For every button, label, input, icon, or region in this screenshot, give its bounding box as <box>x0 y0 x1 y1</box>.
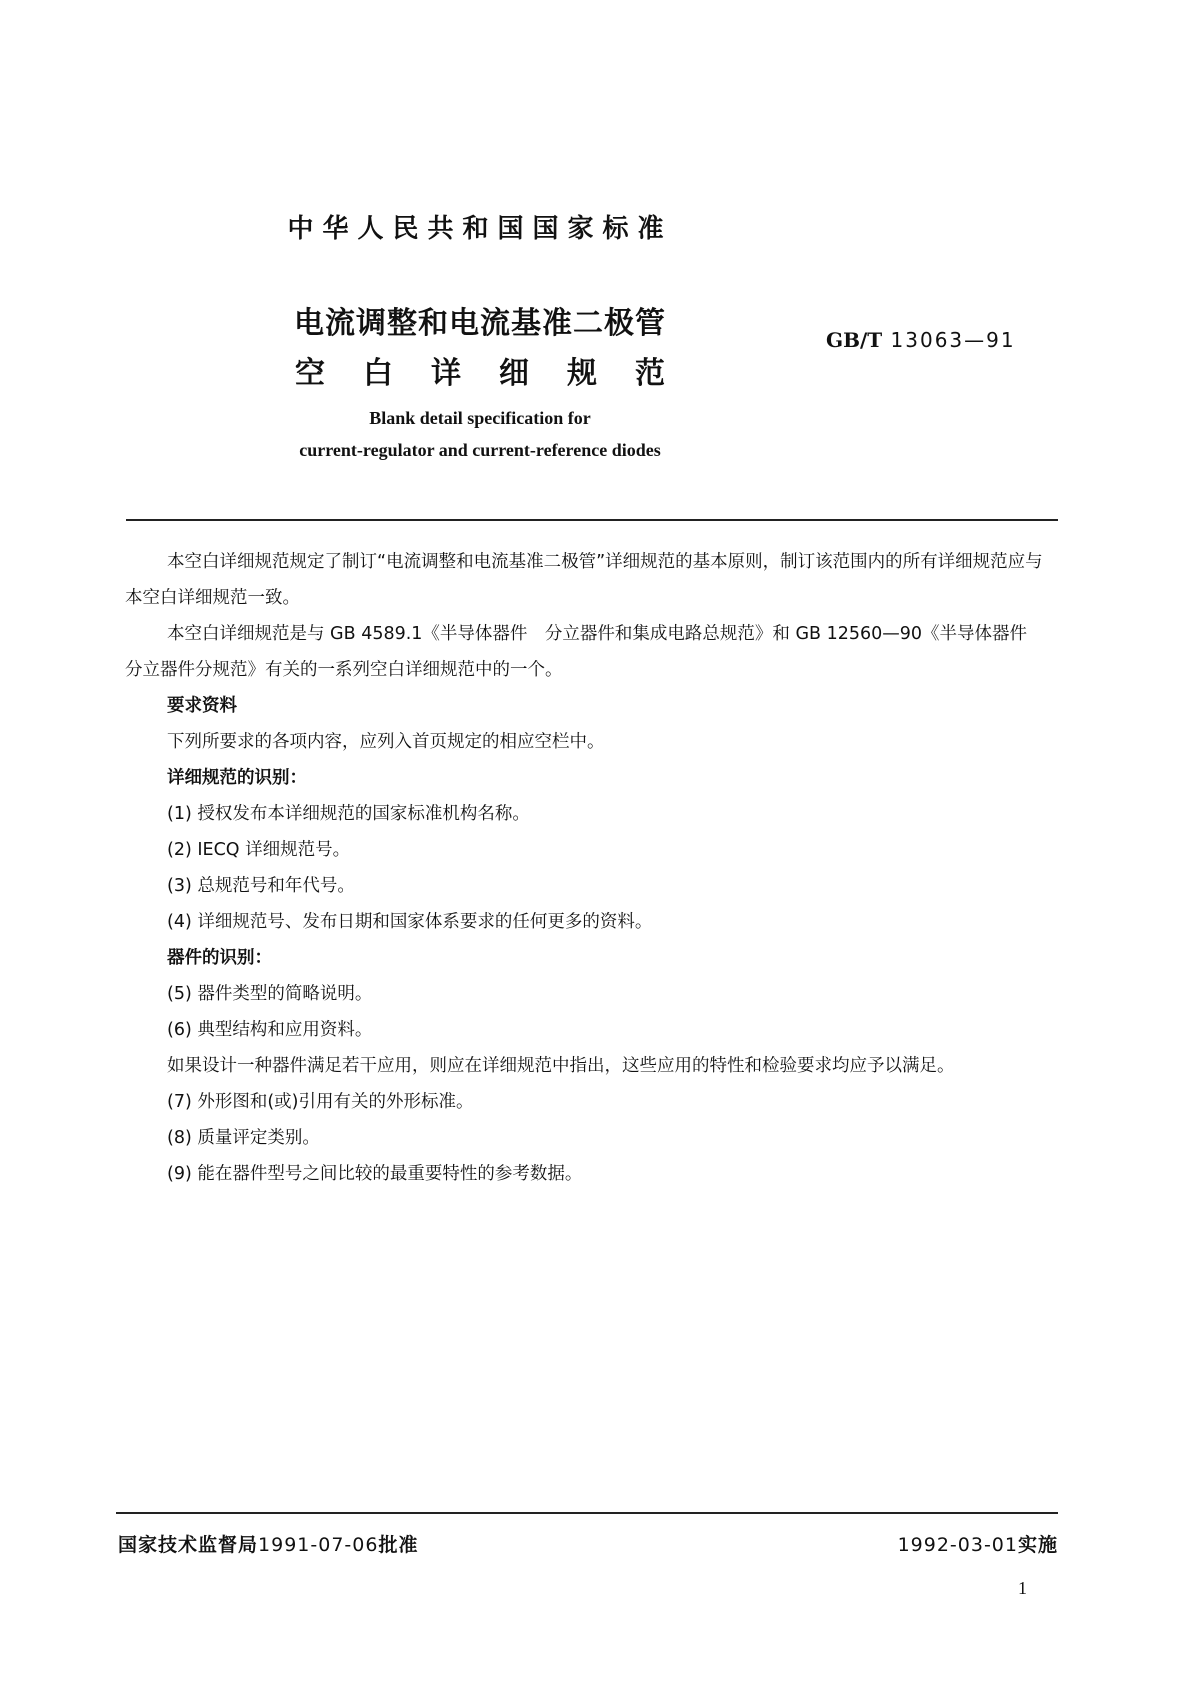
list-item: (9) 能在器件型号之间比较的最重要特性的参考数据。 <box>167 1164 583 1184</box>
document-body <box>125 544 1060 1192</box>
list-item: (3) 总规范号和年代号。 <box>167 876 355 896</box>
list-item: (4) 详细规范号、发布日期和国家体系要求的任何更多的资料。 <box>167 912 653 932</box>
page-number: 1 <box>1018 1578 1027 1598</box>
national-standard-heading: 中华人民共和国国家标准 <box>287 214 673 244</box>
list-item: (6) 典型结构和应用资料。 <box>167 1020 373 1040</box>
effective-date: 1992-03-01 <box>897 1534 1018 1556</box>
bottom-divider <box>116 1512 1058 1514</box>
paragraph-requirements: 下列所要求的各项内容，应列入首页规定的相应空栏中。 <box>167 732 605 752</box>
title-line-2: 空白详细规范 <box>295 356 703 391</box>
effective-verb: 实施 <box>1017 1534 1058 1556</box>
standard-number-value: 13063—91 <box>890 328 1016 352</box>
effective-line <box>898 1530 1058 1557</box>
list-item: (5) 器件类型的简略说明。 <box>167 984 373 1004</box>
heading-spec-identification: 详细规范的识别： <box>167 768 307 788</box>
approval-verb: 批准 <box>378 1534 419 1556</box>
list-item: (7) 外形图和(或)引用有关的外形标准。 <box>167 1092 474 1112</box>
standard-prefix: GB/T <box>826 328 883 352</box>
top-divider <box>126 519 1058 521</box>
list-item: (1) 授权发布本详细规范的国家标准机构名称。 <box>167 804 530 824</box>
heading-requirements: 要求资料 <box>167 696 237 716</box>
english-title-line-2: current-regulator and current-reference diodes <box>299 440 661 460</box>
list-item: (2) IECQ 详细规范号。 <box>167 840 351 860</box>
paragraph-scope: 本空白详细规范规定了制订“电流调整和电流基准二极管”详细规范的基本原则，制订该范围内的所有详细规范应与本空白详细规范一致。 <box>125 552 1043 608</box>
paragraph-relation: 本空白详细规范是与 GB 4589.1《半导体器件 分立器件和集成电路总规范》和 GB 12560—90《半导体器件 分立器件分规范》有关的一系列空白详细规范中的一个。 <box>125 624 1045 680</box>
paragraph-applications: 如果设计一种器件满足若干应用，则应在详细规范中指出，这些应用的特性和检验要求均应予以满足。 <box>167 1056 955 1076</box>
list-item: (8) 质量评定类别。 <box>167 1128 320 1148</box>
approval-line <box>118 1530 418 1557</box>
english-title-line-1: Blank detail specification for <box>369 408 591 428</box>
title-line-1: 电流调整和电流基准二极管 <box>294 306 666 341</box>
heading-device-identification: 器件的识别： <box>167 948 272 968</box>
standard-number <box>826 328 1016 352</box>
approval-organization: 国家技术监督局 <box>118 1534 259 1556</box>
approval-date: 1991-07-06 <box>258 1534 379 1556</box>
